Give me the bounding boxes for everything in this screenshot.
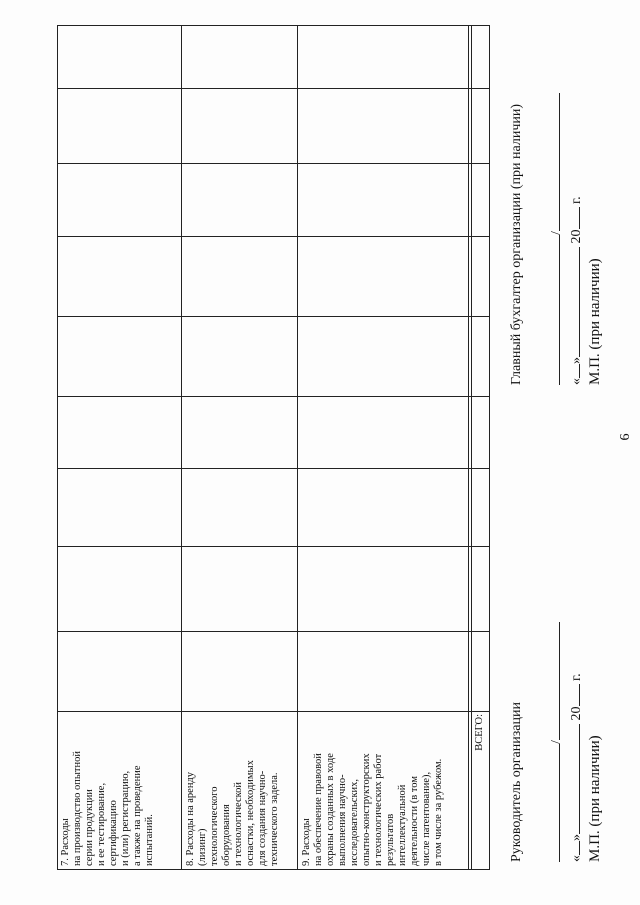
head-name-blank <box>545 622 560 740</box>
accountant-slash: / <box>549 231 564 235</box>
head-signature-blank <box>545 744 560 862</box>
head-slash: / <box>549 740 564 744</box>
column-divider <box>57 88 490 89</box>
head-year-blank <box>565 685 580 707</box>
row-label-9: 9. Расходы на обеспечение правовой охраны созданных в ходе выполнения научно- исследовательских, опытно-конструкторских и технологических работ результатов интеллектуальной деятельности (в том числе патентование), в том числе за рубежом. <box>301 753 444 866</box>
table-border-top <box>57 25 58 870</box>
head-year-suffix: г. <box>569 673 584 681</box>
column-divider <box>57 316 490 317</box>
row-label-8: 8. Расходы на аренду (лизинг) технологического оборудования и технологической оснастки, необходимых для создания научно- технического задела. <box>185 760 280 866</box>
accountant-date-line <box>565 93 585 385</box>
column-divider <box>57 631 490 632</box>
total-label: ВСЕГО: <box>474 714 485 751</box>
head-title: Руководитель организации <box>509 702 524 862</box>
accountant-name-blank <box>545 93 560 231</box>
row-label-7: 7. Расходы на производство опытной серии продукции и ее тестирование, сертификацию и (или) регистрацию, а также на проведение испытаний. <box>60 751 155 866</box>
page-number-text: 6 <box>618 433 633 441</box>
table-border-left <box>57 869 490 870</box>
column-divider <box>57 396 490 397</box>
column-divider <box>57 236 490 237</box>
column-divider <box>57 468 490 469</box>
head-month-blank <box>565 724 580 834</box>
head-quote-close: » <box>569 834 584 841</box>
accountant-stamp: М.П. (при наличии) <box>587 258 603 385</box>
accountant-year-prefix: 20 <box>569 229 584 244</box>
accountant-year-suffix: г. <box>569 196 584 204</box>
accountant-quote-open: « <box>569 378 584 385</box>
accountant-quote-close: » <box>569 357 584 364</box>
table-border-right <box>57 25 490 26</box>
table-border-bottom <box>489 25 490 870</box>
accountant-signature-blank <box>545 235 560 385</box>
column-divider <box>57 711 490 712</box>
column-divider <box>57 546 490 547</box>
head-date-line <box>565 622 585 862</box>
column-divider <box>57 163 490 164</box>
accountant-title: Главный бухгалтер организации (при наличии) <box>509 103 524 385</box>
head-stamp: М.П. (при наличии) <box>587 735 603 862</box>
accountant-month-blank <box>565 247 580 357</box>
row-divider <box>468 25 469 870</box>
row-divider <box>297 25 298 870</box>
head-year-prefix: 20 <box>569 706 584 721</box>
expense-table <box>57 25 490 870</box>
head-signature-line <box>545 622 565 862</box>
row-divider <box>181 25 182 870</box>
accountant-year-blank <box>565 208 580 230</box>
head-quote-open: « <box>569 855 584 862</box>
accountant-signature-line <box>545 93 565 385</box>
